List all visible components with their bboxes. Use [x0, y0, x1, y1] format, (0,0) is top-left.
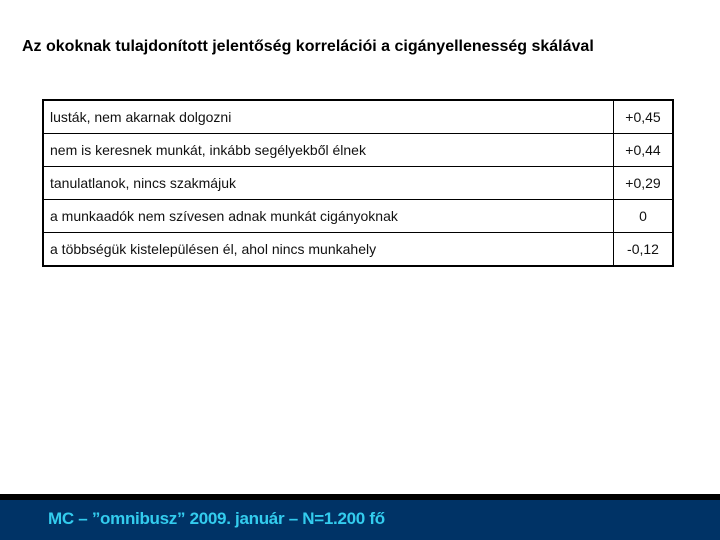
footer-source-text: MC – ”omnibusz” 2009. január – N=1.200 fő: [48, 509, 385, 528]
table-row: [43, 200, 673, 233]
table-row: [43, 233, 673, 267]
row-label: lusták, nem akarnak dolgozni: [43, 100, 614, 134]
row-value: +0,45: [614, 100, 674, 134]
footer-bar: [0, 500, 720, 540]
row-value: +0,29: [614, 167, 674, 200]
row-value: -0,12: [614, 233, 674, 267]
row-label: a munkaadók nem szívesen adnak munkát cigányoknak: [43, 200, 614, 233]
table-row: [43, 134, 673, 167]
table-row: [43, 100, 673, 134]
row-label: nem is keresnek munkát, inkább segélyekből élnek: [43, 134, 614, 167]
row-value: 0: [614, 200, 674, 233]
row-label: tanulatlanok, nincs szakmájuk: [43, 167, 614, 200]
slide-title: Az okoknak tulajdonított jelentőség korrelációi a cigányellenesség skálával: [22, 38, 594, 55]
row-label: a többségük kistelepülésen él, ahol nincs munkahely: [43, 233, 614, 267]
correlation-table: [42, 99, 674, 267]
table-row: [43, 167, 673, 200]
row-value: +0,44: [614, 134, 674, 167]
